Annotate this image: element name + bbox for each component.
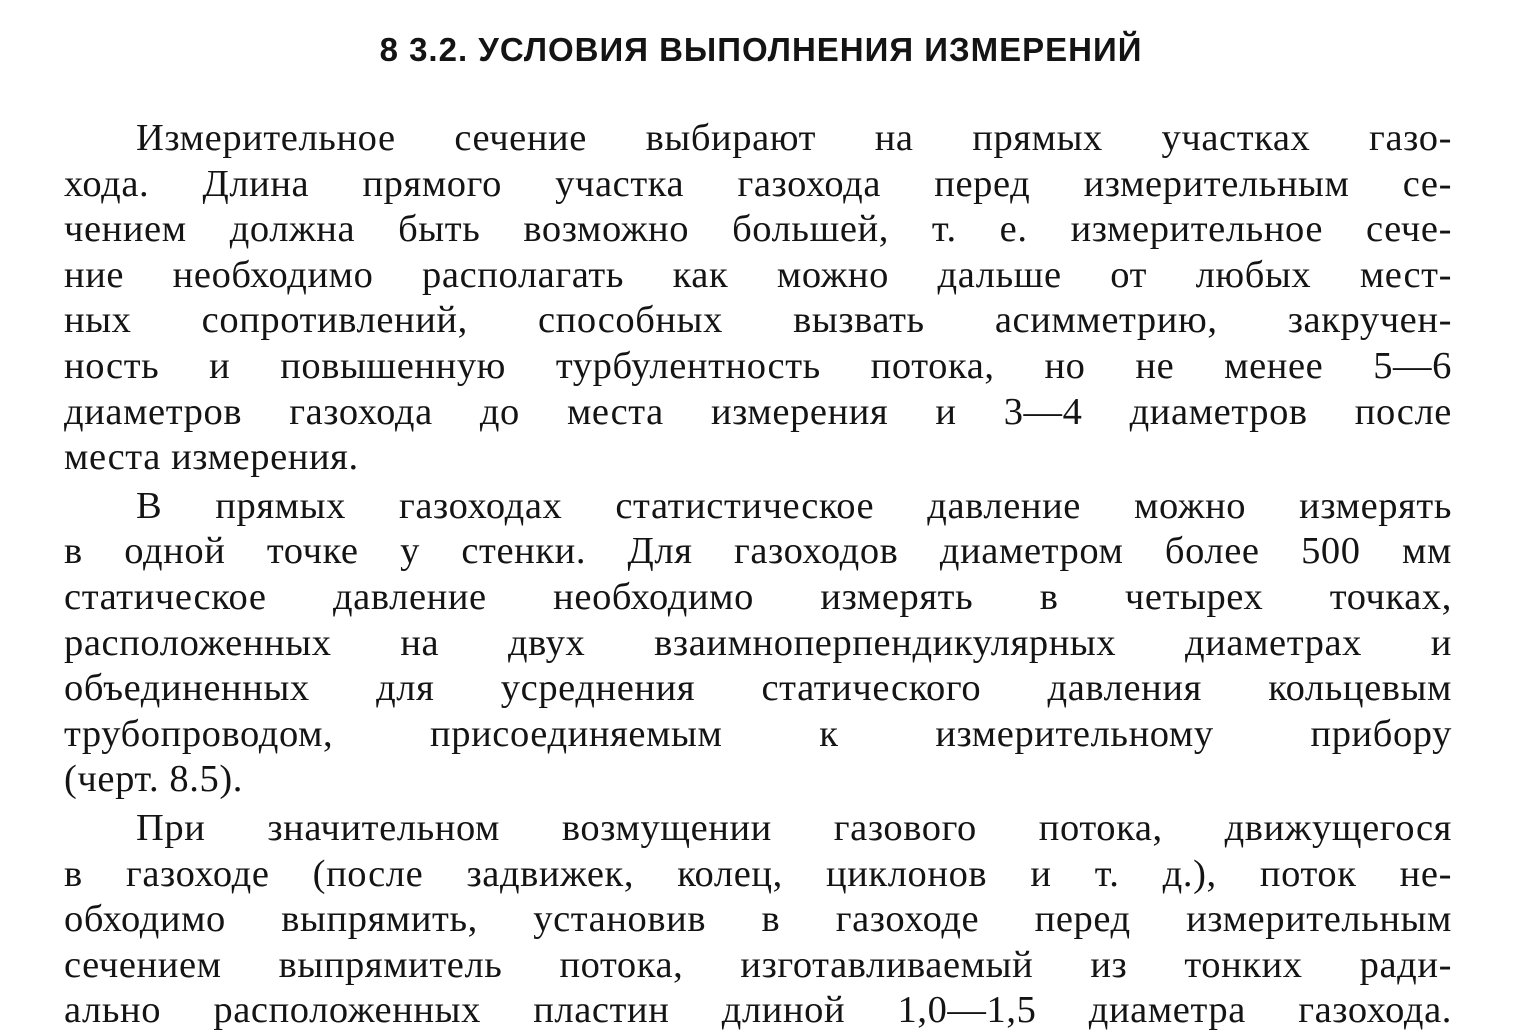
- paragraph-static-pressure: [64, 484, 1452, 803]
- text-line: объединенных для усреднения статического давления кольцевым: [64, 667, 1452, 710]
- text-line: При значительном возмущении газового потока, движущегося: [136, 806, 1452, 849]
- text-line: трубопроводом, присоединяемым к измерительному прибору: [64, 712, 1452, 755]
- text-line: обходимо выпрямить, установив в газоходе перед измерительным: [64, 898, 1452, 941]
- section-heading: 8 3.2. УСЛОВИЯ ВЫПОЛНЕНИЯ ИЗМЕРЕНИЙ: [379, 31, 1143, 68]
- text-line: сечением выпрямитель потока, изготавливаемый из тонких ради-: [64, 943, 1452, 986]
- text-line: статическое давление необходимо измерять в четырех точках,: [64, 575, 1452, 618]
- text-line: в газоходе (после задвижек, колец, циклонов и т. д.), поток не-: [64, 852, 1452, 895]
- text-line: В прямых газоходах статистическое давление можно измерять: [136, 484, 1452, 527]
- text-line: Измерительное сечение выбирают на прямых участках газо-: [136, 117, 1452, 159]
- text-line: ние необходимо располагать как можно дальше от любых мест-: [64, 253, 1452, 296]
- text-line: ально расположенных пластин длиной 1,0—1,5 диаметра газохода.: [64, 989, 1452, 1032]
- text-line: в одной точке у стенки. Для газоходов диаметром более 500 мм: [64, 530, 1452, 573]
- paragraph-measurement-section: [64, 116, 1452, 481]
- text-line: диаметров газохода до места измерения и 3—4 диаметров после: [64, 390, 1452, 433]
- text-line: хода. Длина прямого участка газохода перед измерительным се-: [64, 162, 1452, 205]
- text-line: ных сопротивлений, способных вызвать асимметрию, закручен-: [64, 299, 1452, 342]
- document-page: [64, 26, 1452, 1034]
- text-line: места измерения.: [64, 436, 359, 479]
- paragraph-flow-straightener: [64, 806, 1452, 1034]
- text-line: расположенных на двух взаимноперпендикулярных диаметрах и: [64, 621, 1452, 664]
- text-line: чением должна быть возможно большей, т. е. измерительное сече-: [64, 208, 1452, 251]
- text-line: ность и повышенную турбулентность потока, но не менее 5—6: [64, 344, 1452, 387]
- text-line: (черт. 8.5).: [64, 758, 243, 801]
